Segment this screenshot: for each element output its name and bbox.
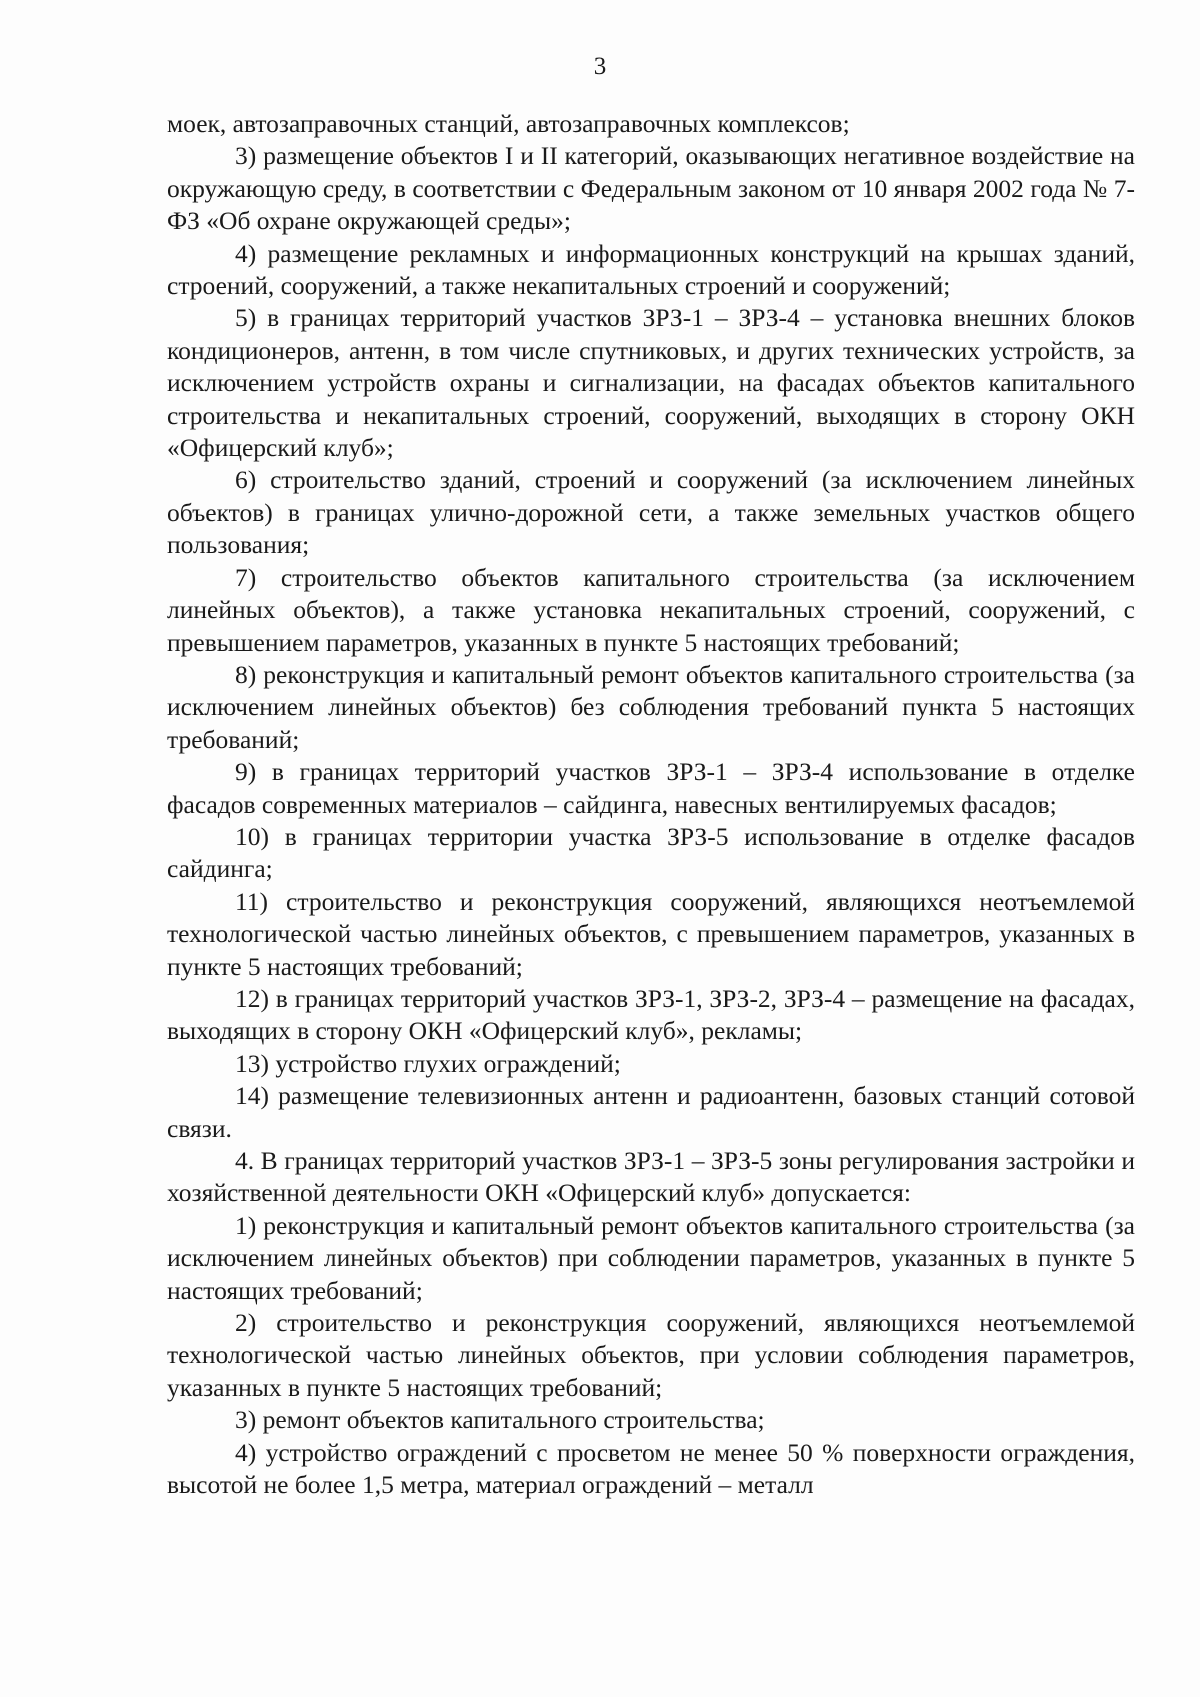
list-item-13: 13) устройство глухих ограждений; — [235, 1048, 621, 1078]
document-body — [167, 108, 1135, 1501]
list-item-14: 14) размещение телевизионных антенн и радиоантенн, базовых станций сотовой связи. — [167, 1081, 1135, 1143]
list-item-6: 6) строительство зданий, строений и сооружений (за исключением линейных объектов) в границах улично-дорожной сети, а также земельных участков общего пользования; — [167, 465, 1135, 560]
section-4-item-1: 1) реконструкция и капитальный ремонт объектов капитального строительства (за исключением линейных объектов) при соблюдении параметров, указанных в пункте 5 настоящих требований; — [167, 1210, 1135, 1305]
list-item-10: 10) в границах территории участка ЗРЗ-5 использование в отделке фасадов сайдинга; — [167, 821, 1135, 884]
list-item-4: 4) размещение рекламных и информационных конструкций на крышах зданий, строений, сооружений, а также некапитальных строений и сооружений; — [167, 238, 1135, 301]
section-4-item-4: 4) устройство ограждений с просветом не менее 50 % поверхности ограждения, высотой не более 1,5 метра, материал ограждений – металл — [167, 1437, 1135, 1500]
list-item-11: 11) строительство и реконструкция сооружений, являющихся неотъемлемой технологической частью линейных объектов, с превышением параметров, указанных в пункте 5 настоящих требований; — [167, 886, 1135, 981]
list-item-7: 7) строительство объектов капитального строительства (за исключением линейных объектов), а также установка некапитальных строений, сооружений, с превышением параметров, указанных в пункте 5 настоящих требований; — [167, 562, 1135, 657]
paragraph-continuation: моек, автозаправочных станций, автозаправочных комплексов; — [167, 109, 850, 138]
list-item-9: 9) в границах территорий участков ЗРЗ-1 – ЗРЗ-4 использование в отделке фасадов современных материалов – сайдинга, навесных вентилируемых фасадов; — [167, 757, 1135, 819]
page-number: 3 — [593, 53, 607, 80]
section-4-heading: 4. В границах территорий участков ЗРЗ-1 – ЗРЗ-5 зоны регулирования застройки и хозяйственной деятельности ОКН «Офицерский клуб» допускается: — [167, 1146, 1135, 1208]
list-item-5: 5) в границах территорий участков ЗРЗ-1 – ЗРЗ-4 – установка внешних блоков кондиционеров, антенн, в том числе спутниковых, и других технических устройств, за исключением устройств охраны и сигнализации, на фасадах объектов капитального строительства и некапитальных строений, сооружений, выходящих в сторону ОКН «Офицерский клуб»; — [167, 303, 1135, 463]
section-4-item-2: 2) строительство и реконструкция сооружений, являющихся неотъемлемой технологической частью линейных объектов, при условии соблюдения параметров, указанных в пункте 5 настоящих требований; — [167, 1308, 1135, 1402]
list-item-12: 12) в границах территорий участков ЗРЗ-1, ЗРЗ-2, ЗРЗ-4 – размещение на фасадах, выходящих в сторону ОКН «Офицерский клуб», рекламы; — [167, 983, 1135, 1046]
section-4-item-3: 3) ремонт объектов капитального строительства; — [235, 1405, 765, 1435]
list-item-8: 8) реконструкция и капитальный ремонт объектов капитального строительства (за исключением линейных объектов) без соблюдения требований пункта 5 настоящих требований; — [167, 659, 1135, 754]
list-item-3: 3) размещение объектов I и II категорий, оказывающих негативное воздействие на окружающую среду, в соответствии с Федеральным законом от 10 января 2002 года № 7-ФЗ «Об охране окружающей среды»; — [167, 141, 1135, 236]
